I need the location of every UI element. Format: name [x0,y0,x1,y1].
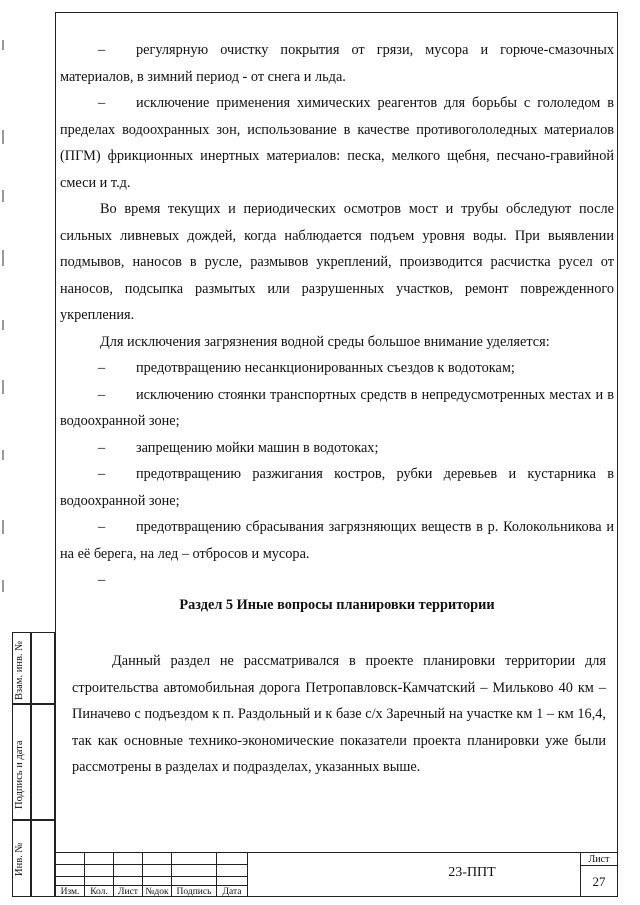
list-item: – предотвращению несанкционированных съездов к водотокам; [98,360,515,376]
main-text [60,37,614,594]
list-item: – исключению стоянки транспортных средств в непредусмотренных местах и в водоохранной зоне; [60,386,614,429]
side-label-podpis: Подпись и дата [14,740,25,809]
paragraph: Во время текущих и периодических осмотров мост и трубы обследуют после сильных ливневых дождей, когда наблюдается подъем уровня воды. При выявлении подмывов, наносов в русле, размывов укреплений, производится расчистка русел от наносов, подсыпка размытых или разрушенных участков, ремонт поврежденного укрепления. [60,201,614,323]
list-item: – запрещению мойки машин в водотоках; [98,439,379,456]
scan-edge-marks [0,0,8,905]
side-label-vzam: Взам. инв. № [14,640,25,700]
col-ndok: №док [142,885,172,897]
document-code: 23-ППТ [448,865,496,880]
list-item: – предотвращению разжигания костров, рубки деревьев и кустарника в водоохранной зоне; [60,466,614,509]
col-kol: Кол. [84,885,114,897]
section-body [72,648,606,781]
list-item: – предотвращению сбрасывания загрязняющих веществ в р. Колокольникова и на её берега, на лед – отбросов и мусора. [60,519,614,562]
title-block [55,852,618,897]
side-label-inv: Инв. № [14,842,25,876]
paragraph: Данный раздел не рассматривался в проекте планировки территории для строительства автомобильная дорога Петропавловск-Камчатский – Мильково 40 км – Пиначево с подъездом к п. Раздольный и к базе с/х Заречный на участке км 1 – км 16,4, так как основные технико-экономические показатели проекта планировки уже были рассмотрены в разделах и подразделах, указанных выше. [72,653,606,775]
col-izm: Изм. [55,885,85,897]
col-podpis: Подпись [171,885,217,897]
sheet-number: 27 [592,874,606,889]
list-item: – регулярную очистку покрытия от грязи, мусора и горюче-смазочных материалов, в зимний период - от снега и льда. [60,42,614,85]
paragraph: Для исключения загрязнения водной среды большое внимание уделяется: [100,333,550,350]
col-data: Дата [216,885,248,897]
sheet-label: Лист [588,854,610,865]
side-stamp-strip [12,632,55,897]
list-item: – [98,572,106,588]
list-item: – исключение применения химических реагентов для борьбы с гололедом в пределах водоохранных зон, использование в качестве противогололедных материалов (ПГМ) фрикционных инертных материалов: песка, мелкого щебня, песчано-гравийной смеси и т.д. [60,95,614,191]
section-title: Раздел 5 Иные вопросы планировки территории [179,597,495,613]
col-list: Лист [113,885,143,897]
